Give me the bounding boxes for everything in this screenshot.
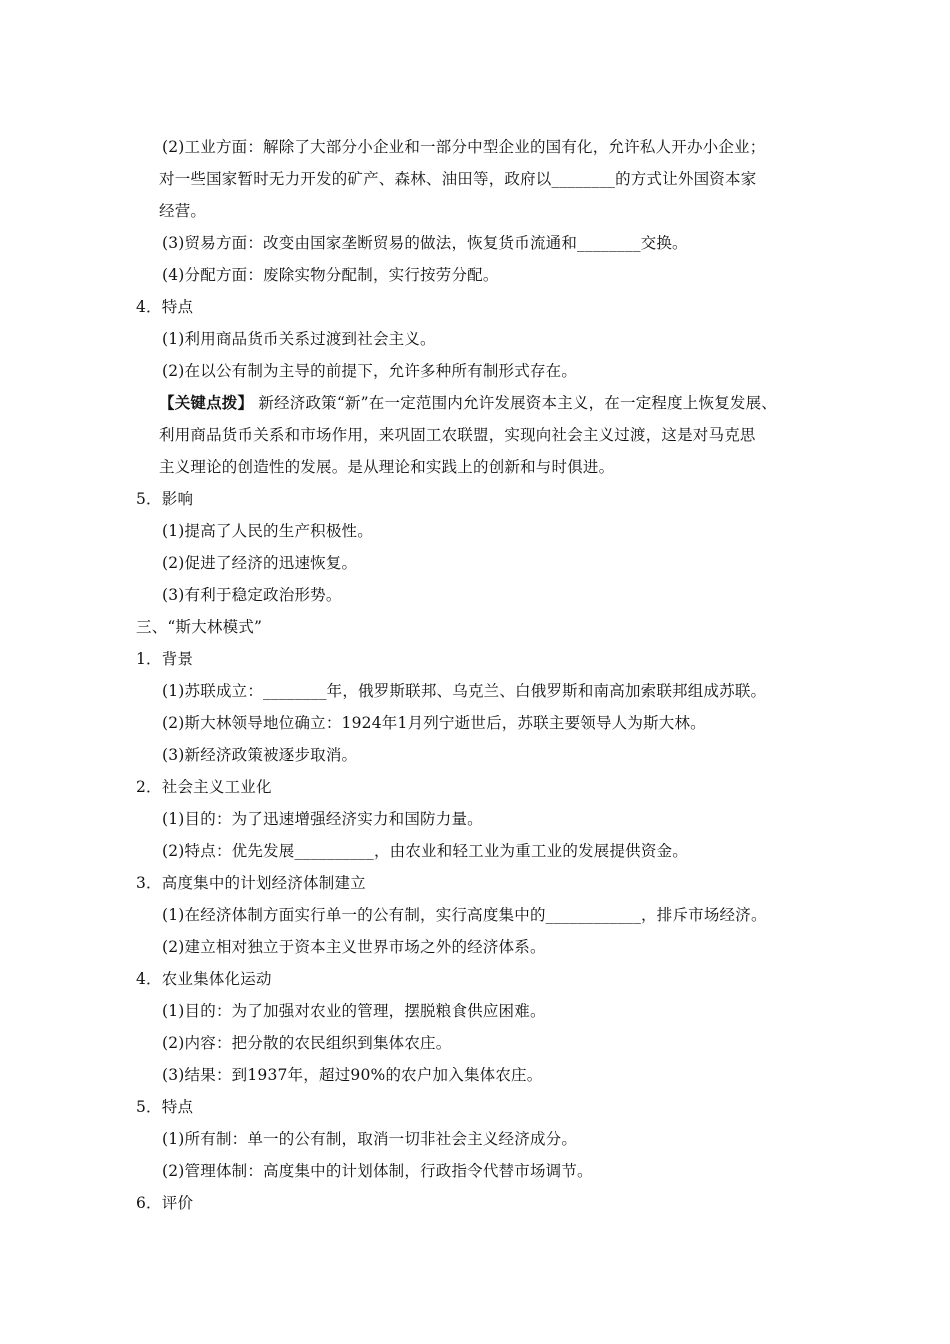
industry-item-cont: 经营。	[159, 202, 207, 220]
list-item: (2)内容：把分散的农民组织到集体农庄。	[162, 1034, 452, 1052]
distribution-item: (4)分配方面：废除实物分配制，实行按劳分配。	[162, 266, 499, 284]
list-item: (1)所有制：单一的公有制，取消一切非社会主义经济成分。	[162, 1130, 578, 1148]
section-heading: 6．评价	[136, 1194, 194, 1212]
section-heading: 4．农业集体化运动	[136, 970, 272, 988]
list-item: (3)新经济政策被逐步取消。	[162, 746, 358, 764]
list-item: (1)苏联成立：________年，俄罗斯联邦、乌克兰、白俄罗斯和南高加索联邦组成苏联。	[162, 682, 767, 700]
section-heading: 3．高度集中的计划经济体制建立	[136, 874, 366, 892]
list-item: (2)在以公有制为主导的前提下，允许多种所有制形式存在。	[162, 362, 578, 380]
section-heading: 1．背景	[136, 650, 194, 668]
key-point-cont: 利用商品货币关系和市场作用，来巩固工农联盟，实现向社会主义过渡，这是对马克思	[159, 426, 756, 444]
section-heading: 5．影响	[136, 490, 194, 508]
section-heading: 5．特点	[136, 1098, 194, 1116]
list-item: (1)目的：为了迅速增强经济实力和国防力量。	[162, 810, 483, 828]
chapter-heading: 三、“斯大林模式”	[136, 618, 263, 636]
industry-item: (2)工业方面：解除了大部分小企业和一部分中型企业的国有化，允许私人开办小企业；	[162, 138, 766, 156]
list-item: (1)在经济体制方面实行单一的公有制，实行高度集中的____________，排斥市场经济。	[162, 906, 767, 924]
list-item: (2)促进了经济的迅速恢复。	[162, 554, 358, 572]
industry-item-cont: 对一些国家暂时无力开发的矿产、森林、油田等，政府以________的方式让外国资本家	[159, 170, 757, 188]
list-item: (2)建立相对独立于资本主义世界市场之外的经济体系。	[162, 938, 546, 956]
list-item: (2)管理体制：高度集中的计划体制，行政指令代替市场调节。	[162, 1162, 593, 1180]
list-item: (1)目的：为了加强对农业的管理，摆脱粮食供应困难。	[162, 1002, 546, 1020]
trade-item: (3)贸易方面：改变由国家垄断贸易的做法，恢复货币流通和________交换。	[162, 234, 688, 252]
section-heading: 4．特点	[136, 298, 194, 316]
list-item: (3)有利于稳定政治形势。	[162, 586, 342, 604]
list-item: (1)利用商品货币关系过渡到社会主义。	[162, 330, 436, 348]
list-item: (1)提高了人民的生产积极性。	[162, 522, 373, 540]
key-point-cont: 主义理论的创造性的发展。是从理论和实践上的创新和与时俱进。	[159, 458, 615, 476]
key-point-label: 【关键点拨】	[159, 393, 254, 412]
list-item: (3)结果：到1937年，超过90%的农户加入集体农庄。	[162, 1066, 543, 1084]
key-point-text: 新经济政策“新”在一定范围内允许发展资本主义，在一定程度上恢复发展、	[258, 394, 777, 412]
list-item: (2)特点：优先发展__________，由农业和轻工业为重工业的发展提供资金。	[162, 842, 688, 860]
list-item: (2)斯大林领导地位确立：1924年1月列宁逝世后，苏联主要领导人为斯大林。	[162, 714, 706, 732]
section-heading: 2．社会主义工业化	[136, 778, 272, 796]
key-point-paragraph	[159, 393, 777, 413]
